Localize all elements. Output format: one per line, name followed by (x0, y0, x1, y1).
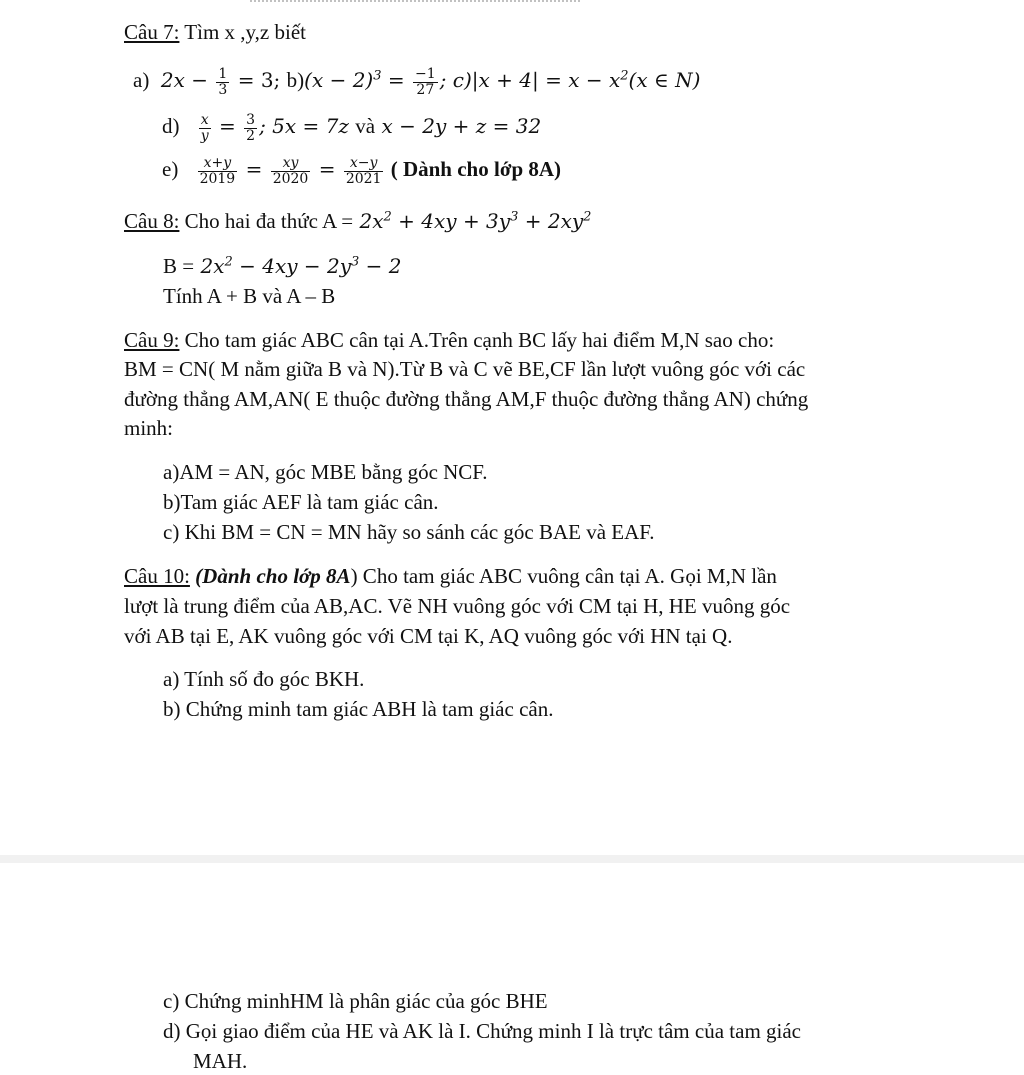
cau7-d-and: và (355, 114, 376, 138)
cau7-e-label: e) (162, 157, 179, 181)
cau7-c-label: c) (452, 68, 472, 92)
cau8-task: Tính A + B và A – B (163, 284, 336, 308)
cau7-b-label: b) (286, 68, 305, 92)
cau10-title: Câu 10: (124, 564, 190, 588)
cau9-part-b: b)Tam giác AEF là tam giác cân. (163, 490, 439, 514)
cau7-e-note: ( Dành cho lớp 8A) (390, 157, 562, 181)
cau9-part-a: a)AM = AN, góc MBE bằng góc NCF. (163, 460, 488, 484)
cau7-line-abc: a) 2x − $\frac{1}{3}$ = 3; $b)(x - 2)^3$ = $\frac{-1}{27}$ ; $c)|x + 4| = x - x^2(x$ ∈ N) (133, 65, 701, 98)
cau7-d-fraction-xy: $\frac{x}{y}$ (200, 111, 209, 144)
cau10-line-1 (124, 562, 777, 590)
cau7-e-fraction-3: $\frac{x-y}{2021}$ (345, 154, 382, 187)
cau7-title: Câu 7: (124, 20, 180, 44)
cau10-part-c: c) Chứng minhHM là phân giác của góc BHE (163, 989, 548, 1013)
document-page-2 (0, 863, 1024, 1073)
cau8-b-lhs: B = (163, 254, 195, 278)
cau7-line-d: d) $\frac{x}{y}$ = $\frac{3}{2}$ ; 5x = 7z và x − 2y + z = 32 (162, 111, 542, 144)
cau9-line-2: BM = CN( M nằm giữa B và N).Từ B và C vẽ BE,CF lần lượt vuông góc với các (124, 357, 806, 381)
cau10-part-d-line-1: d) Gọi giao điểm của HE và AK là I. Chứng minh I là trực tâm của tam giác (163, 1019, 801, 1043)
cau9-line-4: minh: (124, 416, 174, 440)
cau7-e-fraction-2: $\frac{xy}{2020}$ (272, 154, 309, 187)
cau8-text: Cho hai đa thức (184, 209, 318, 233)
cau9-part-c: c) Khi BM = CN = MN hãy so sánh các góc BAE và EAF. (163, 520, 655, 544)
cau7-heading (124, 18, 306, 46)
cau10-note: (Dành cho lớp 8A (195, 564, 351, 588)
cau7-a-label: a) (133, 68, 150, 92)
cau8-polynomial-b: $B = 2x^2 - 4xy - 2y^3 - 2$ (163, 254, 402, 278)
cau8-title: Câu 8: (124, 209, 180, 233)
cau10-line1-text: ) Cho tam giác ABC vuông cân tại A. Gọi M,N lần (350, 564, 777, 588)
cau7-d-label: d) (162, 114, 180, 138)
cau10-line-3: với AB tại E, AK vuông góc với CM tại K, AQ vuông góc với HN tại Q. (124, 624, 733, 648)
cau7-e-fraction-1: $\frac{x+y}{2019}$ (199, 154, 236, 187)
cau10-part-d-line-2: MAH. (193, 1049, 248, 1073)
cau7-text: Tìm x ,y,z biết (184, 20, 306, 44)
cau9-title: Câu 9: (124, 328, 180, 352)
cau7-line-e: e) $\frac{x+y}{2019}$ = $\frac{xy}{2020}$ = $\frac{x-y}{2021}$ ( Dành cho lớp 8A) (162, 154, 562, 187)
cau7-b-fraction: $\frac{-1}{27}$ (415, 65, 436, 98)
cropped-text-fragment (250, 0, 580, 6)
cau9-line1-text: Cho tam giác ABC cân tại A.Trên cạnh BC lấy hai điểm M,N sao cho: (184, 328, 775, 352)
cau9-line-3: đường thẳng AM,AN( E thuộc đường thẳng AM,F thuộc đường thẳng AN) chứng (124, 387, 809, 411)
cau8-a-lhs: A = (322, 209, 354, 233)
cau10-line-2: lượt là trung điểm của AB,AC. Vẽ NH vuông góc với CM tại H, HE vuông góc (124, 594, 791, 618)
cau7-a-fraction: $\frac{1}{3}$ (218, 65, 228, 98)
cau8-heading: Câu 8: Cho hai đa thức $A = 2x^2 + 4xy + 3y^3 + 2xy^2$ (124, 209, 592, 233)
cau10-part-b: b) Chứng minh tam giác ABH là tam giác cân. (163, 697, 554, 721)
page-break (0, 855, 1024, 863)
cau10-part-a: a) Tính số đo góc BKH. (163, 667, 365, 691)
cau9-line-1 (124, 326, 774, 354)
cau7-d-fraction-32: $\frac{3}{2}$ (246, 111, 256, 144)
